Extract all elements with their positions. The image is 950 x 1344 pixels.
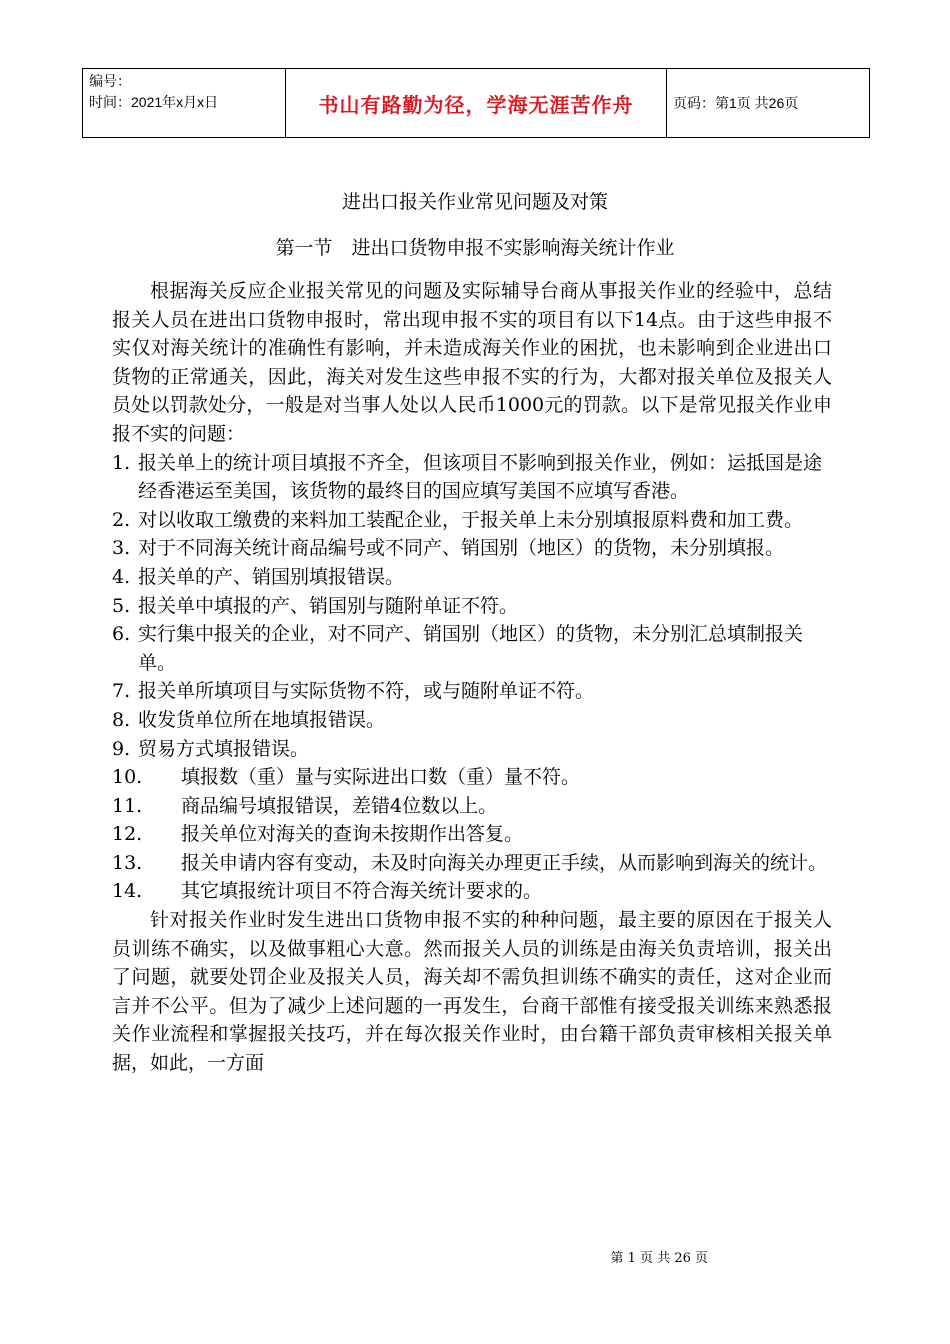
document-date: 时间：2021年x月x日 bbox=[89, 94, 219, 110]
issue-list-item bbox=[112, 534, 832, 563]
issue-number: 7. bbox=[112, 680, 131, 703]
issue-text: 收发货单位所在地填报错误。 bbox=[138, 708, 386, 731]
header-page-info: 页码：第1页 共26页 bbox=[667, 69, 870, 138]
issue-number: 2. bbox=[112, 508, 131, 531]
issue-text: 报关单中填报的产、销国别与随附单证不符。 bbox=[138, 594, 519, 617]
issue-list-item bbox=[112, 820, 832, 849]
issue-list-item bbox=[112, 849, 832, 878]
issue-text: 其它填报统计项目不符合海关统计要求的。 bbox=[181, 880, 543, 903]
issue-number: 14. bbox=[112, 880, 143, 903]
issue-list-item bbox=[112, 763, 832, 792]
issue-text: 报关申请内容有变动，未及时向海关办理更正手续，从而影响到海关的统计。 bbox=[181, 851, 828, 874]
issue-text: 对于不同海关统计商品编号或不同产、销国别（地区）的货物，未分别填报。 bbox=[138, 537, 785, 560]
document-header bbox=[82, 68, 870, 138]
issue-number: 9. bbox=[112, 737, 131, 760]
issue-text: 报关单所填项目与实际货物不符，或与随附单证不符。 bbox=[138, 680, 595, 703]
issue-list-item bbox=[112, 877, 832, 906]
issue-text: 商品编号填报错误，差错4位数以上。 bbox=[181, 794, 498, 817]
conclusion-paragraph: 针对报关作业时发生进出口货物申报不实的种种问题，最主要的原因在于报关人员训练不确实，以及做事粗心大意。然而报关人员的训练是由海关负责培训，报关出了问题，就要处罚企业及报关人员，海关却不需负担训练不确实的责任，这对企业而言并不公平。但为了减少上述问题的一再发生，台商干部惟有接受报关训练来熟悉报关作业流程和掌握报关技巧，并在每次报关作业时，由台籍干部负责审核相关报关单据，如此，一方面 bbox=[112, 909, 832, 1075]
issue-number: 4. bbox=[112, 565, 131, 588]
issue-number: 3. bbox=[112, 537, 131, 560]
issue-text: 对以收取工缴费的来料加工装配企业，于报关单上未分别填报原料费和加工费。 bbox=[138, 508, 804, 531]
document-body bbox=[112, 277, 832, 1078]
issue-list-item bbox=[112, 706, 832, 735]
issue-text: 报关单的产、销国别填报错误。 bbox=[138, 565, 405, 588]
issue-list-item bbox=[112, 620, 832, 677]
page-footer: 第 1 页 共 26 页 bbox=[610, 1251, 708, 1266]
document-number-label: 编号： bbox=[89, 73, 131, 89]
issue-text: 贸易方式填报错误。 bbox=[138, 737, 310, 760]
issue-number: 5. bbox=[112, 594, 131, 617]
issue-number: 1. bbox=[112, 451, 131, 474]
issue-text: 报关单位对海关的查询未按期作出答复。 bbox=[181, 823, 524, 846]
header-motto-cell bbox=[286, 69, 667, 138]
intro-paragraph: 根据海关反应企业报关常见的问题及实际辅导台商从事报关作业的经验中，总结报关人员在进出口货物申报时，常出现申报不实的项目有以下14点。由于这些申报不实仅对海关统计的准确性有影响，并未造成海关作业的困扰，也未影响到企业进出口货物的正常通关，因此，海关对发生这些申报不实的行为，大都对报关单位及报关人员处以罚款处分，一般是对当事人处以人民币1000元的罚款。以下是常见报关作业申报不实的问题： bbox=[112, 280, 832, 445]
issue-text: 填报数（重）量与实际进出口数（重）量不符。 bbox=[181, 766, 581, 789]
issue-list-item bbox=[112, 735, 832, 764]
issue-text: 报关单上的统计项目填报不齐全，但该项目不影响到报关作业，例如：运抵国是途经香港运至美国，该货物的最终目的国应填写美国不应填写香港。 bbox=[138, 451, 823, 503]
issue-list-item bbox=[112, 506, 832, 535]
issue-list-item bbox=[112, 449, 832, 506]
issue-list-item bbox=[112, 563, 832, 592]
header-motto: 书山有路勤为径，学海无涯苦作舟 bbox=[318, 94, 634, 117]
issue-list-item bbox=[112, 677, 832, 706]
document-title: 进出口报关作业常见问题及对策 bbox=[341, 191, 608, 213]
issue-number: 12. bbox=[112, 823, 143, 846]
issue-number: 6. bbox=[112, 623, 131, 646]
section-title: 第一节 进出口货物申报不实影响海关统计作业 bbox=[275, 237, 675, 259]
issue-list-item bbox=[112, 792, 832, 821]
issue-number: 10. bbox=[112, 766, 143, 789]
issue-list bbox=[112, 449, 832, 907]
issue-text: 实行集中报关的企业，对不同产、销国别（地区）的货物，未分别汇总填制报关单。 bbox=[138, 623, 804, 674]
issue-list-item bbox=[112, 592, 832, 621]
header-meta-cell bbox=[83, 69, 286, 138]
issue-number: 8. bbox=[112, 708, 131, 731]
issue-number: 13. bbox=[112, 851, 143, 874]
issue-number: 11. bbox=[112, 794, 143, 817]
